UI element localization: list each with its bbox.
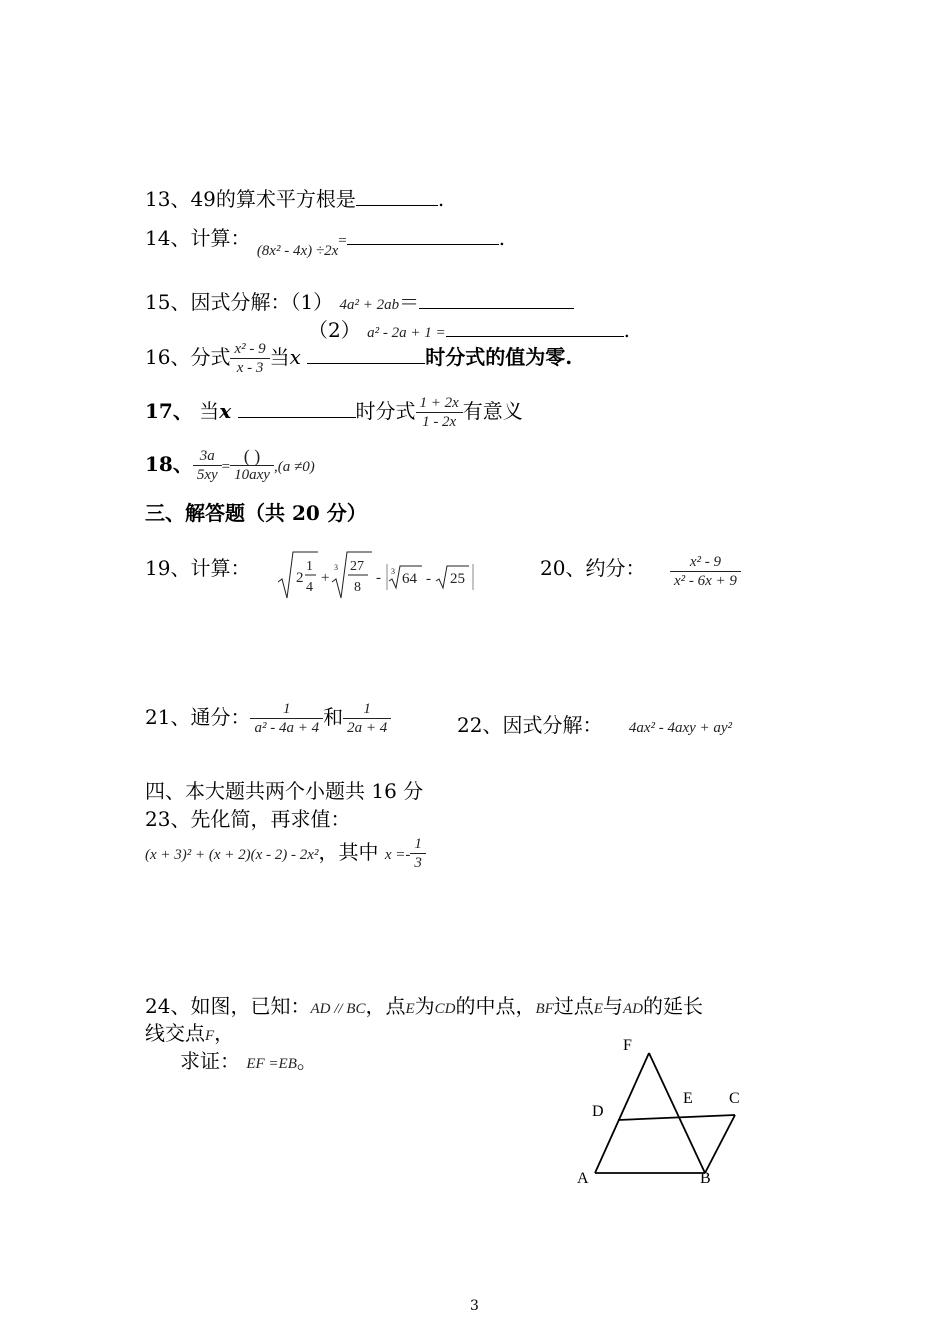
question-number: 19、 [145, 556, 191, 580]
denominator: 3 [414, 855, 422, 871]
math-symbol: E [593, 1001, 603, 1017]
question-number: 23、 [145, 807, 191, 831]
question-number: 15、 [145, 290, 191, 314]
radicand: 25 [450, 571, 465, 587]
question-15-part-1 [145, 286, 574, 315]
denominator: 2a + 4 [347, 720, 388, 736]
segment-CB [705, 1115, 735, 1173]
question-13 [145, 183, 444, 212]
part-label: （1） [290, 290, 334, 314]
question-number: 16、 [145, 345, 191, 369]
question-number: 20、 [540, 556, 586, 580]
question-number: 21、 [145, 705, 191, 729]
part-label: （2） [308, 318, 361, 342]
numerator: 1 [343, 700, 391, 719]
period: . [498, 226, 506, 250]
question-text: 时分式的值为零. [425, 345, 573, 369]
variable: x [289, 345, 301, 369]
answer-blank [446, 318, 624, 337]
math-expression: AD // BC [310, 1001, 366, 1017]
period: . [437, 187, 445, 211]
question-text: 过点 [553, 994, 594, 1018]
question-text: 线交点 [145, 1021, 205, 1045]
equals-sign: = [338, 233, 347, 249]
question-19-label [145, 552, 250, 581]
label-A: A [577, 1170, 589, 1187]
equals-sign: ＝ [399, 290, 420, 314]
fraction-2 [343, 700, 391, 737]
numerator: 1 + 2x [416, 394, 463, 413]
conjunction: 和 [323, 705, 344, 729]
answer-blank [347, 226, 499, 245]
q19-radical-expression [276, 546, 486, 604]
numerator: 1 [410, 835, 426, 854]
question-24-line-1 [145, 990, 703, 1019]
question-number: 18、 [145, 452, 193, 476]
label-C: C [729, 1090, 740, 1107]
geometry-figure [570, 1030, 770, 1190]
question-20 [540, 552, 645, 581]
denominator: 5xy [196, 467, 218, 483]
period: . [623, 318, 630, 342]
question-23-expression [145, 835, 426, 872]
answer-blank [238, 399, 356, 418]
question-text: 如图，已知： [190, 994, 311, 1018]
question-17 [145, 394, 523, 431]
question-24-line-2 [145, 1017, 234, 1046]
numerator: 1 [306, 559, 313, 574]
q20-fraction [670, 553, 741, 590]
label-F: F [623, 1037, 632, 1054]
question-text: 约分： [585, 556, 646, 580]
math-symbol: E [405, 1001, 415, 1017]
math-expression: EF =EB [246, 1056, 297, 1072]
question-23 [145, 803, 350, 832]
question-16 [145, 340, 572, 377]
question-18 [145, 447, 315, 484]
denominator: 8 [354, 580, 361, 595]
answer-blank [307, 345, 425, 364]
answer-blank [356, 187, 438, 206]
math-symbol: AD [622, 1001, 643, 1017]
question-number: 13、 [145, 187, 191, 211]
numerator: 27 [350, 559, 364, 574]
question-text: 49的算术平方根是 [190, 187, 356, 211]
question-14 [145, 222, 506, 259]
root-index: 3 [334, 563, 338, 572]
whole-number: 2 [296, 570, 304, 586]
fraction [416, 394, 463, 431]
question-text: 的延长 [642, 994, 703, 1018]
answer-blank [419, 290, 574, 309]
denominator: x - 3 [236, 360, 264, 376]
question-21 [145, 700, 391, 737]
question-text: 通分： [190, 705, 251, 729]
question-text: 因式分解： [190, 290, 291, 314]
question-text: 时分式 [355, 399, 416, 423]
condition: ,(a ≠0) [273, 459, 315, 475]
math-expression: 4ax² - 4axy + ay² [628, 720, 733, 736]
question-15-part-2 [308, 314, 630, 343]
question-text: ，其中 [318, 840, 379, 864]
fraction-1 [250, 700, 323, 737]
root-index: 3 [391, 567, 395, 576]
question-number: 22、 [457, 713, 503, 737]
denominator: 10axy [234, 467, 270, 483]
denominator: 4 [306, 580, 313, 595]
label-E: E [683, 1090, 693, 1107]
fraction [410, 835, 426, 872]
segment-DC [618, 1115, 735, 1120]
section-four-title: 四、本大题共两个小题共 16 分 [145, 779, 424, 803]
denominator: x² - 6x + 9 [674, 573, 737, 589]
segment-FB [649, 1053, 705, 1173]
math-expression: (x + 3)² + (x + 2)(x - 2) - 2x² [145, 847, 319, 863]
label-D: D [592, 1103, 604, 1120]
minus-sign: - [376, 570, 381, 586]
punctuation: ， [214, 1021, 235, 1045]
math-symbol: BF [535, 1001, 554, 1017]
numerator: 1 [250, 700, 323, 719]
question-24-prove [180, 1045, 317, 1074]
fraction-right [230, 447, 274, 484]
page-number: 3 [470, 1298, 479, 1314]
variable: x [219, 399, 232, 423]
math-symbol: CD [434, 1001, 456, 1017]
question-number: 14、 [145, 226, 191, 250]
section-three-title: 三、解答题（共 20 分） [145, 501, 367, 525]
question-text: 与 [602, 994, 623, 1018]
denominator: 1 - 2x [422, 414, 457, 430]
plus-sign: + [321, 570, 330, 586]
question-number: 17、 [145, 399, 193, 423]
label-B: B [700, 1170, 711, 1187]
math-expression: 4a² + 2ab [339, 297, 400, 313]
question-text: ，点 [365, 994, 406, 1018]
condition: x =- [384, 847, 411, 863]
numerator: 3a [193, 447, 222, 466]
fraction-left [193, 447, 222, 484]
fraction [670, 553, 741, 590]
radicand: 64 [402, 571, 417, 587]
numerator-blank: ( ) [230, 447, 274, 466]
question-text: 计算： [190, 226, 251, 250]
math-expression: (8x² - 4x) ÷2x [256, 243, 339, 259]
question-text: 当 [269, 345, 290, 369]
question-22 [457, 709, 732, 738]
question-text: 求证： [180, 1049, 240, 1073]
question-text: 为 [414, 994, 435, 1018]
question-text: 计算： [190, 556, 251, 580]
numerator: x² - 9 [670, 553, 741, 572]
denominator: a² - 4a + 4 [254, 720, 320, 736]
question-text: 的中点， [455, 994, 536, 1018]
numerator: x² - 9 [230, 340, 269, 359]
math-expression: a² - 2a + 1 = [367, 325, 446, 341]
question-text: 当 [199, 399, 220, 423]
math-symbol: F [205, 1028, 215, 1044]
punctuation: 。 [296, 1049, 317, 1073]
question-text: 先化简，再求值： [190, 807, 351, 831]
minus-sign: - [426, 571, 431, 587]
fraction [230, 340, 269, 377]
question-text: 因式分解： [502, 713, 603, 737]
question-text: 分式 [190, 345, 231, 369]
question-number: 24、 [145, 994, 191, 1018]
question-text: 有意义 [462, 399, 523, 423]
equals-sign: = [221, 459, 231, 475]
